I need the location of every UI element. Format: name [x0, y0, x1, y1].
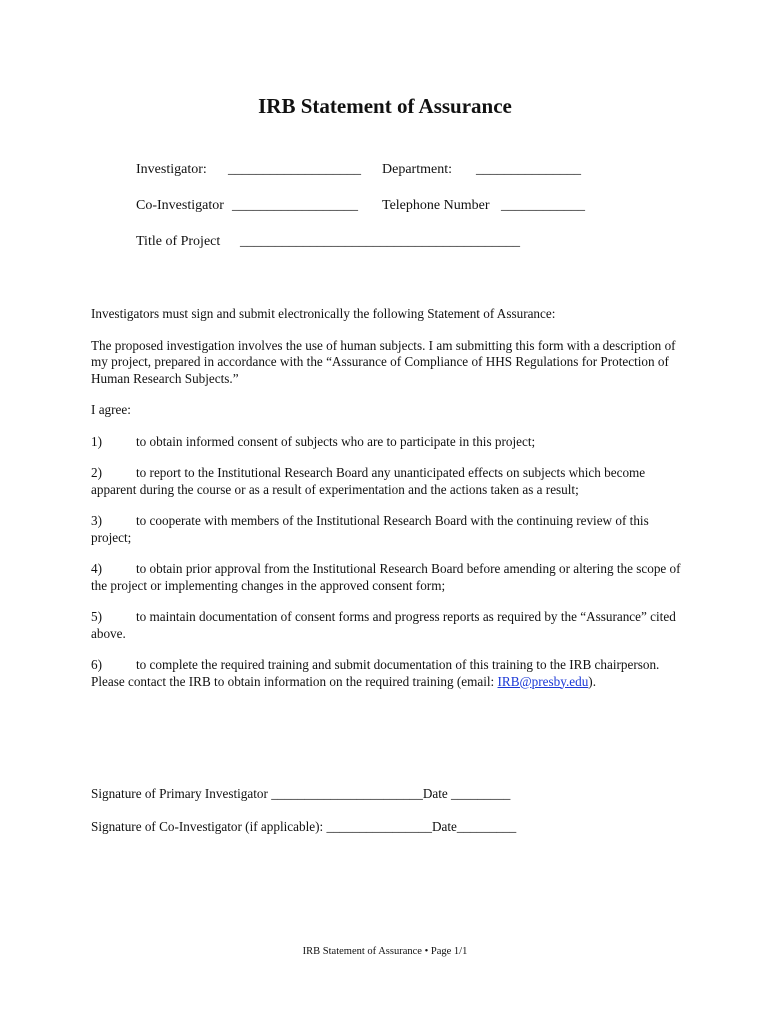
document-title: IRB Statement of Assurance — [258, 94, 512, 118]
item-number: 3) — [91, 513, 102, 528]
coinvestigator-label: Co-Investigator — [136, 198, 224, 213]
signature-section — [91, 786, 651, 852]
item-text: to report to the Institutional Research Board any unanticipated effects on subjects which become apparent during the course or as a result of experimentation and the actions taken as a result; — [91, 465, 646, 497]
investigator-label: Investigator: — [136, 162, 207, 177]
list-item — [91, 561, 681, 594]
department-label: Department: — [382, 162, 452, 177]
list-item — [91, 465, 681, 498]
item-number: 4) — [91, 561, 102, 576]
statement-body — [91, 306, 681, 705]
item-text-tail: ). — [588, 673, 596, 689]
item-number: 1) — [91, 433, 102, 449]
assurance-paragraph: The proposed investigation involves the use of human subjects. I am submitting this form with a description of my project, prepared in accordance with the “Assurance of Compliance of HHS Regulations for Protection of Human Research Subjects.” — [91, 337, 676, 386]
item-text: to obtain prior approval from the Institutional Research Board before amending or altering the scope of the project or implementing changes in the approved consent form; — [91, 561, 681, 593]
item-text: to cooperate with members of the Institutional Research Board with the continuing review of this project; — [91, 513, 649, 545]
item-text: to maintain documentation of consent forms and progress reports as required by the “Assurance” cited above. — [91, 609, 676, 641]
investigator-blank[interactable]: ___________________ — [228, 162, 361, 177]
form-fields — [136, 162, 656, 270]
investigator-row — [136, 162, 656, 198]
coinvestigator-row — [136, 198, 656, 234]
intro-text: Investigators must sign and submit electronically the following Statement of Assurance: — [91, 306, 556, 321]
item-number: 2) — [91, 465, 102, 480]
list-item — [91, 657, 681, 690]
telephone-blank[interactable]: ____________ — [501, 198, 585, 213]
telephone-label: Telephone Number — [382, 198, 490, 213]
item-text: to complete the required training and submit documentation of this training to the IRB chairperson. Please contact the IRB to obtain information on the required training (email: — [91, 657, 660, 689]
agree-text: I agree: — [91, 402, 131, 417]
primary-signature-line[interactable]: Signature of Primary Investigator _______________________Date _________ — [91, 786, 511, 801]
item-number: 6) — [91, 657, 102, 672]
page-footer: IRB Statement of Assurance • Page 1/1 — [302, 946, 468, 957]
department-blank[interactable]: _______________ — [476, 162, 581, 177]
project-row — [136, 234, 656, 270]
project-blank[interactable]: ________________________________________ — [240, 234, 520, 249]
list-item — [91, 513, 681, 546]
co-signature-line[interactable]: Signature of Co-Investigator (if applicable): ________________Date_________ — [91, 819, 517, 834]
item-number: 5) — [91, 609, 102, 624]
list-item — [91, 434, 681, 451]
coinvestigator-blank[interactable]: __________________ — [232, 198, 358, 213]
irb-email-link[interactable]: IRB@presby.edu — [497, 673, 589, 689]
list-item — [91, 609, 681, 642]
project-label: Title of Project — [136, 234, 221, 249]
item-text: to obtain informed consent of subjects who are to participate in this project; — [136, 433, 536, 449]
